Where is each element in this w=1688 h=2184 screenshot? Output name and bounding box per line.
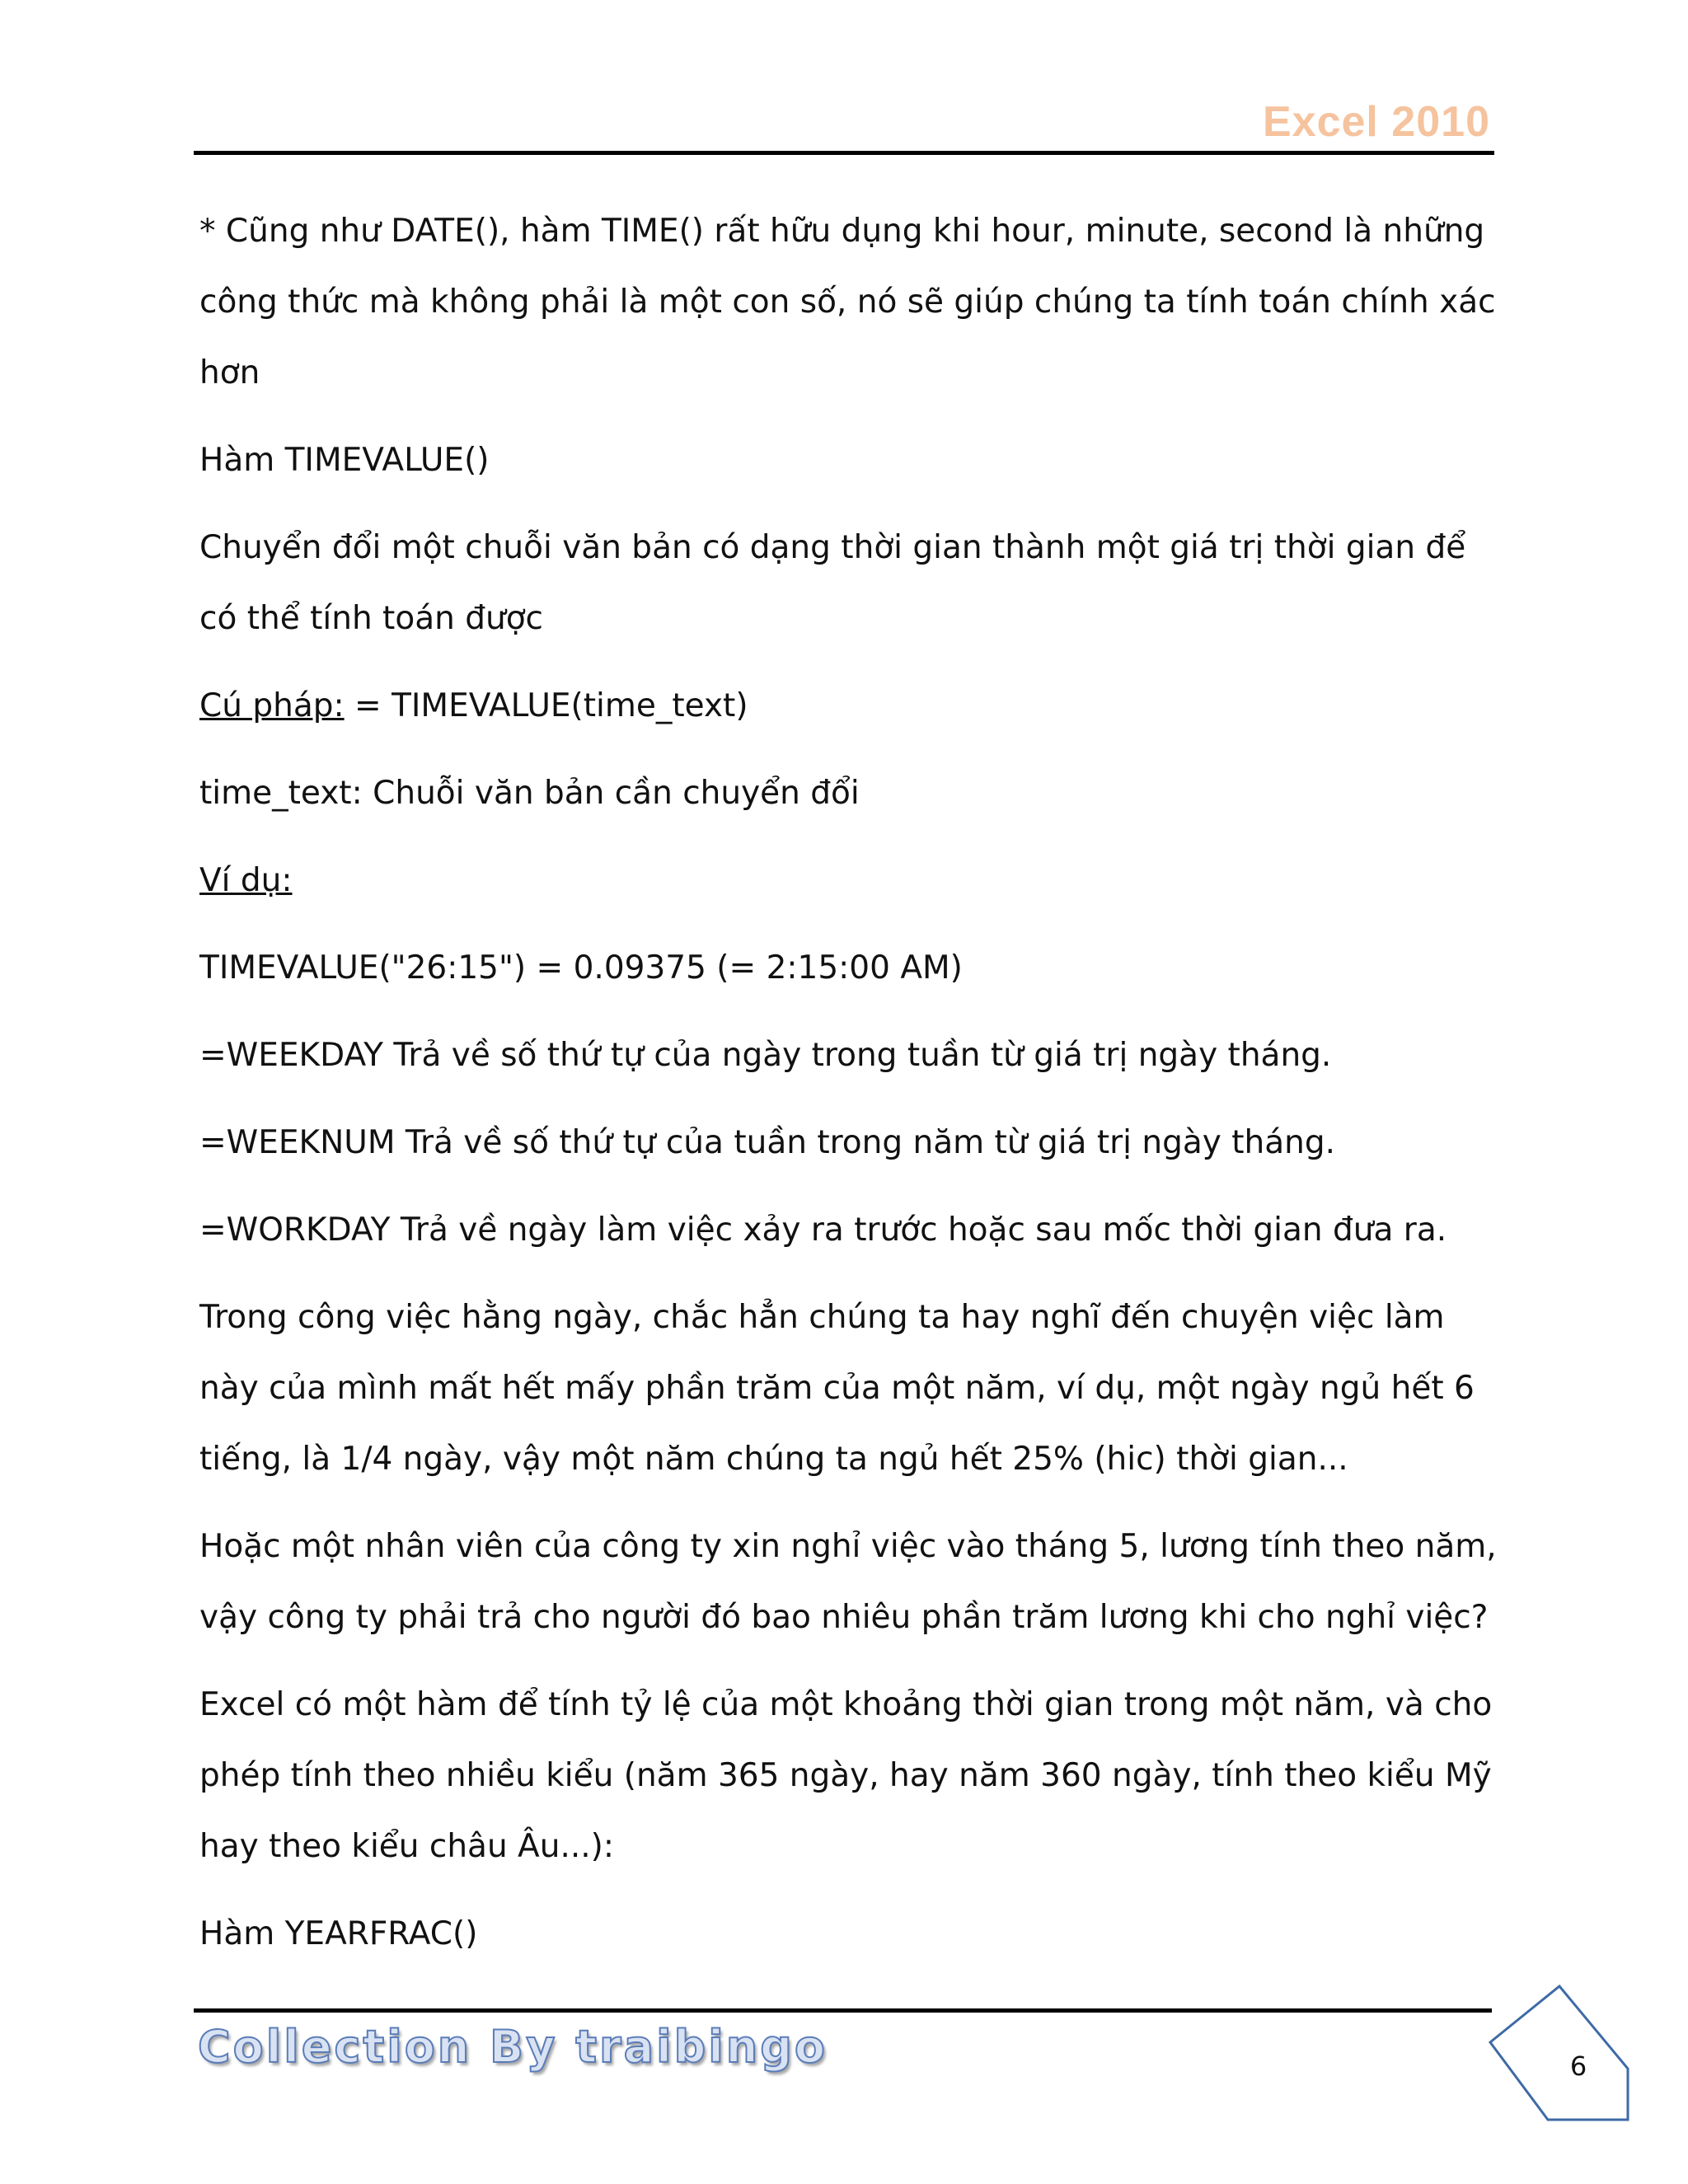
- header-rule: [194, 151, 1494, 155]
- heading-yearfrac: Hàm YEARFRAC(): [199, 1915, 478, 1952]
- paragraph-excel-function: Excel có một hàm để tính tỷ lệ của một khoảng thời gian trong một năm, và cho phép tính theo nhiều kiểu (năm 365 ngày, hay năm 360 ngày, tính theo kiểu Mỹ hay theo kiểu châu Âu...):: [199, 1686, 1493, 1865]
- header-title: Excel 2010: [1262, 98, 1490, 146]
- paragraph-daily-work: Trong công việc hằng ngày, chắc hẳn chúng ta hay nghĩ đến chuyện việc làm này của mình mất hết mấy phần trăm của một năm, ví dụ, một ngày ngủ hết 6 tiếng, là 1/4 ngày, vậy một năm chúng ta ngủ hết 25% (hic) thời gian...: [199, 1299, 1475, 1478]
- paragraph-employee: Hoặc một nhân viên của công ty xin nghỉ việc vào tháng 5, lương tính theo năm, vậy công ty phải trả cho người đó bao nhiêu phần trăm lương khi cho nghỉ việc?: [199, 1528, 1497, 1636]
- syntax-line: [199, 671, 1498, 742]
- heading-timevalue: Hàm TIMEVALUE(): [199, 442, 490, 479]
- paragraph-timevalue-desc: Chuyển đổi một chuỗi văn bản có dạng thời gian thành một giá trị thời gian để có thể tính toán được: [199, 529, 1466, 637]
- paragraph-weeknum: =WEEKNUM Trả về số thứ tự của tuần trong năm từ giá trị ngày tháng.: [199, 1124, 1336, 1161]
- paragraph-time-note: * Cũng như DATE(), hàm TIME() rất hữu dụng khi hour, minute, second là những công thức mà không phải là một con số, nó sẽ giúp chúng ta tính toán chính xác hơn: [199, 213, 1496, 391]
- page-body: [199, 196, 1498, 1986]
- footer-rule: [194, 2008, 1492, 2013]
- example-line: TIMEVALUE("26:15") = 0.09375 (= 2:15:00 AM): [199, 949, 963, 987]
- syntax-label: Cú pháp:: [199, 687, 345, 724]
- page-number: 6: [1569, 2050, 1587, 2082]
- paragraph-time-text-arg: time_text: Chuỗi văn bản cần chuyển đổi: [199, 775, 860, 812]
- footer-credit: Collection By traibingo: [198, 2021, 828, 2073]
- syntax-text: = TIMEVALUE(time_text): [344, 687, 748, 724]
- example-label-line: [199, 846, 1498, 916]
- paragraph-weekday: =WEEKDAY Trả về số thứ tự của ngày trong tuần từ giá trị ngày tháng.: [199, 1037, 1332, 1074]
- paragraph-workday: =WORKDAY Trả về ngày làm việc xảy ra trước hoặc sau mốc thời gian đưa ra.: [199, 1212, 1447, 1249]
- example-label: Ví dụ:: [199, 862, 293, 899]
